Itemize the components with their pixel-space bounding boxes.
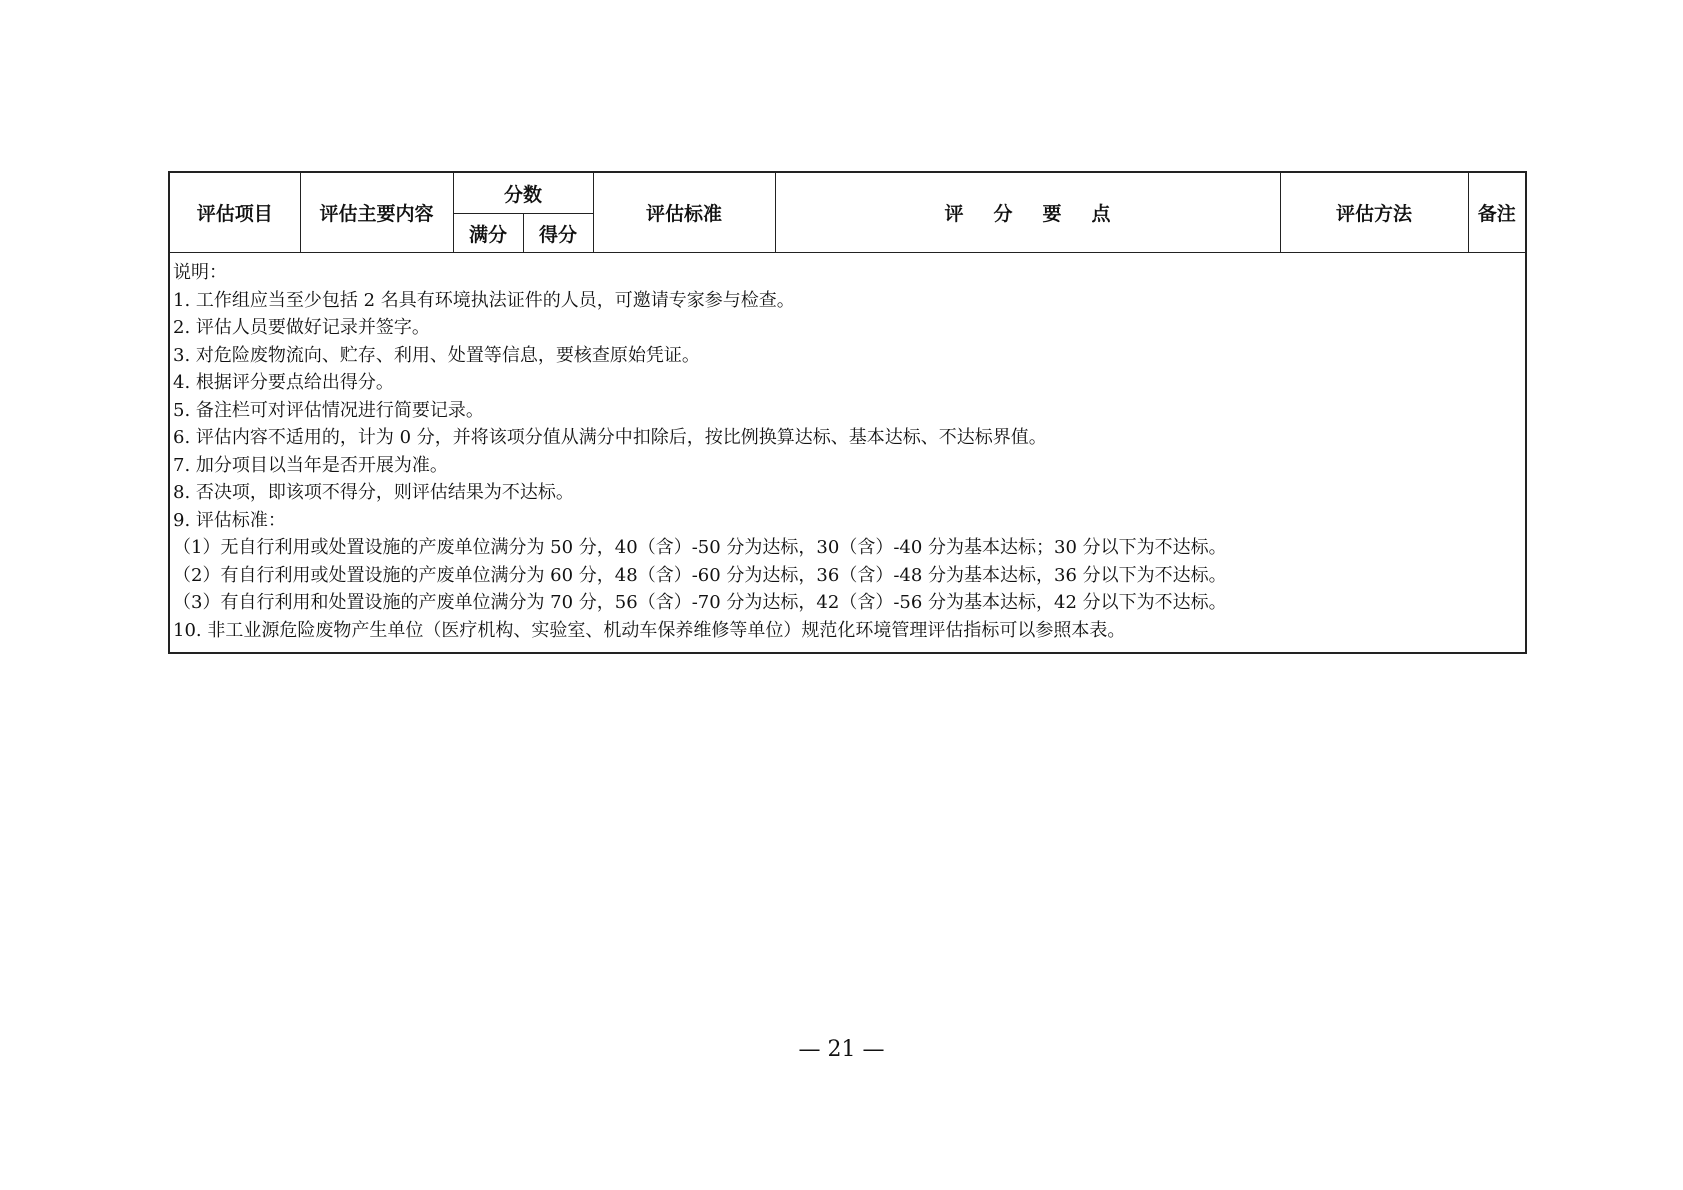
header-item: 评估项目 bbox=[169, 172, 300, 253]
note-item: （3）有自行利用和处置设施的产废单位满分为 70 分，56（含）-70 分为达标，42（含）-56 分为基本达标，42 分以下为不达标。 bbox=[173, 592, 1227, 613]
page-number: — 21 — bbox=[798, 1037, 885, 1062]
note-item: （2）有自行利用或处置设施的产废单位满分为 60 分，48（含）-60 分为达标，36（含）-48 分为基本达标，36 分以下为不达标。 bbox=[173, 564, 1227, 586]
header-standard: 评估标准 bbox=[593, 172, 775, 253]
note-item: 3. 对危险废物流向、贮存、利用、处置等信息，要核查原始凭证。 bbox=[173, 344, 700, 366]
header-score: 分数 bbox=[453, 172, 593, 214]
note-item: 5. 备注栏可对评估情况进行简要记录。 bbox=[173, 399, 484, 421]
header-remark: 备注 bbox=[1468, 172, 1526, 253]
header-row-1 bbox=[169, 172, 1526, 214]
header-full-score: 满分 bbox=[453, 214, 523, 253]
header-get-score: 得分 bbox=[523, 214, 593, 253]
note-item: 6. 评估内容不适用的，计为 0 分，并将该项分值从满分中扣除后，按比例换算达标、基本达标、不达标界值。 bbox=[173, 427, 1047, 448]
notes-title: 说明： bbox=[173, 262, 227, 283]
note-item: （1）无自行利用或处置设施的产废单位满分为 50 分，40（含）-50 分为达标，30（含）-40 分为基本达标；30 分以下为不达标。 bbox=[173, 537, 1227, 558]
notes-row bbox=[169, 253, 1526, 654]
header-points: 评分要点 bbox=[775, 172, 1280, 253]
header-content: 评估主要内容 bbox=[300, 172, 453, 253]
note-item: 9. 评估标准： bbox=[173, 509, 286, 531]
notes-cell bbox=[169, 253, 1526, 654]
note-item: 8. 否决项，即该项不得分，则评估结果为不达标。 bbox=[173, 482, 574, 503]
note-item: 7. 加分项目以当年是否开展为准。 bbox=[173, 454, 448, 476]
note-item: 10. 非工业源危险废物产生单位（医疗机构、实验室、机动车保养维修等单位）规范化环境管理评估指标可以参照本表。 bbox=[173, 619, 1126, 641]
note-item: 4. 根据评分要点给出得分。 bbox=[173, 372, 394, 393]
note-item: 1. 工作组应当至少包括 2 名具有环境执法证件的人员，可邀请专家参与检查。 bbox=[173, 289, 795, 311]
note-item: 2. 评估人员要做好记录并签字。 bbox=[173, 317, 430, 338]
evaluation-table bbox=[168, 171, 1527, 654]
header-method: 评估方法 bbox=[1280, 172, 1468, 253]
